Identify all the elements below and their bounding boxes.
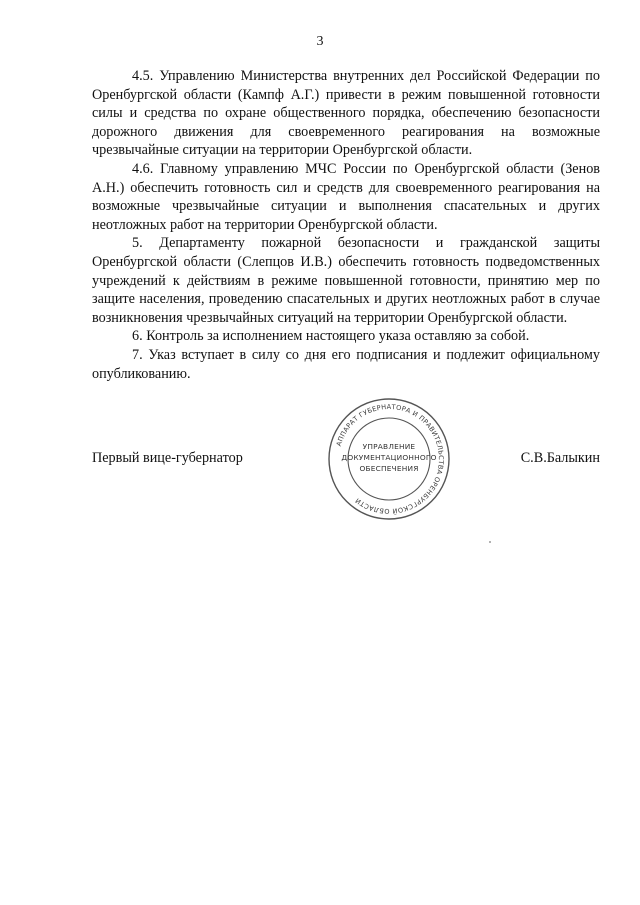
- paragraph-7: 7. Указ вступает в силу со дня его подписания и подлежит официальному опубликованию.: [92, 346, 600, 382]
- signatory-role: Первый вице-губернатор: [92, 450, 243, 466]
- scan-artifact: [489, 541, 491, 543]
- paragraph-6: 6. Контроль за исполнением настоящего указа оставляю за собой.: [132, 328, 530, 345]
- stamp-line-1: УПРАВЛЕНИЕ: [362, 442, 416, 451]
- paragraph-4-6: 4.6. Главному управлению МЧС России по Оренбургской области (Зенов А.Н.) обеспечить готовность сил и средств для своевременного реагирования на возможные чрезвычайные ситуации и выполнения спасательных и других неотложных работ на территории Оренбургской области.: [92, 160, 600, 233]
- stamp-line-2: ДОКУМЕНТАЦИОННОГО: [341, 453, 437, 462]
- paragraph-4-5: 4.5. Управлению Министерства внутренних дел Российской Федерации по Оренбургской области (Кампф А.Г.) привести в режим повышенной готовности силы и средства по охране общественного порядка, обеспечению безопасности дорожного движения для своевременного реагирования на возможные чрезвычайные ситуации на территории Оренбургской области.: [92, 68, 600, 159]
- signatory-name: С.В.Балыкин: [520, 450, 600, 466]
- paragraph-5: 5. Департаменту пожарной безопасности и гражданской защиты Оренбургской области (Слепцов И.В.) обеспечить готовность подведомственных учреждений к действиям в режиме повышенной готовности, принятию мер по защите населения, проведению спасательных и других неотложных работ в случае возникновения чрезвычайных ситуаций на территории Оренбургской области.: [92, 235, 600, 326]
- stamp-ring-text: АППАРАТ ГУБЕРНАТОРА И ПРАВИТЕЛЬСТВА ОРЕНБУРГСКОЙ ОБЛАСТИ: [334, 402, 446, 516]
- official-stamp: [319, 397, 459, 521]
- stamp-line-3: ОБЕСПЕЧЕНИЯ: [359, 464, 419, 473]
- page-number: 3: [316, 34, 324, 49]
- stamp-seal-graphic: [319, 397, 459, 521]
- document-body: [92, 67, 600, 383]
